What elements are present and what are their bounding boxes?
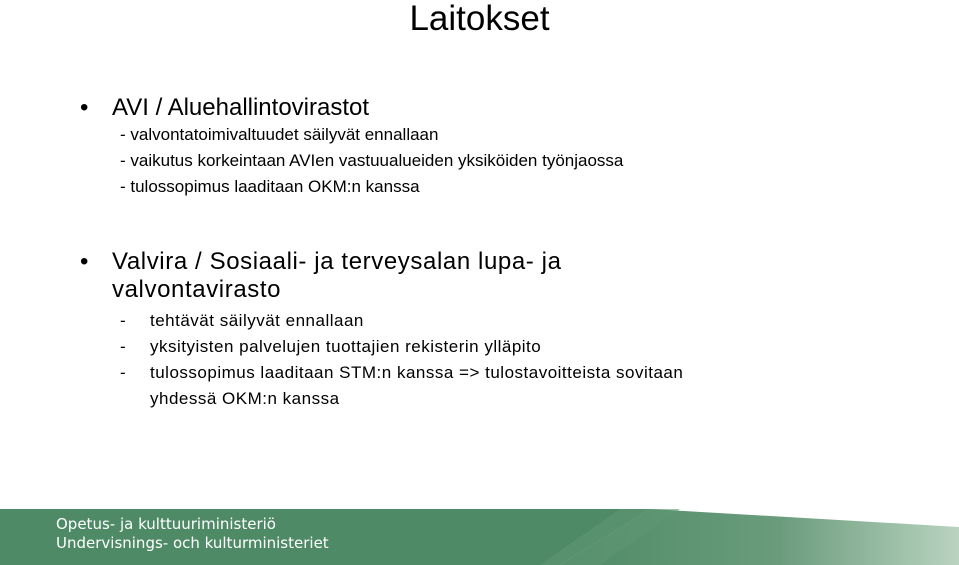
list-item-continuation <box>0 386 959 412</box>
slide-title: Laitokset <box>409 0 550 38</box>
list-item <box>0 360 959 386</box>
bullet-heading-valvira <box>0 248 959 304</box>
dash-marker: - <box>120 337 127 356</box>
list-item-text: tulossopimus laaditaan STM:n kanssa => tulostavoitteista sovitaan <box>150 363 684 382</box>
heading-line: valvontavirasto <box>112 276 282 303</box>
list-item-text: tehtävät säilyvät ennallaan <box>150 311 364 330</box>
list-item-text: yksityisten palvelujen tuottajien rekisterin ylläpito <box>150 337 542 356</box>
heading-line: Valvira / Sosiaali- ja terveysalan lupa- ja <box>112 248 562 275</box>
heading-text: AVI / Aluehallintovirastot <box>112 94 370 121</box>
footer-banner <box>0 509 959 565</box>
dash-marker: - <box>120 363 127 382</box>
ministry-name-swedish: Undervisnings- och kulturministeriet <box>56 534 329 552</box>
avi-sub-list <box>0 122 959 200</box>
bullet-icon: • <box>80 94 89 121</box>
list-item: - tulossopimus laaditaan OKM:n kanssa <box>120 177 420 196</box>
list-item <box>0 308 959 334</box>
ministry-name-finnish: Opetus- ja kulttuuriministeriö <box>56 515 276 533</box>
section-valvira <box>0 248 959 412</box>
list-item: - vaikutus korkeintaan AVIen vastuualueiden yksiköiden työnjaossa <box>120 151 624 170</box>
ministry-name <box>56 515 329 553</box>
valvira-sub-list <box>0 308 959 412</box>
bullet-heading-avi <box>0 94 959 122</box>
section-avi <box>0 94 959 200</box>
list-item-text: yhdessä OKM:n kanssa <box>150 389 340 408</box>
bullet-icon: • <box>80 248 90 275</box>
dash-marker: - <box>120 311 127 330</box>
list-item: - valvontatoimivaltuudet säilyvät ennallaan <box>120 125 439 144</box>
list-item <box>0 334 959 360</box>
